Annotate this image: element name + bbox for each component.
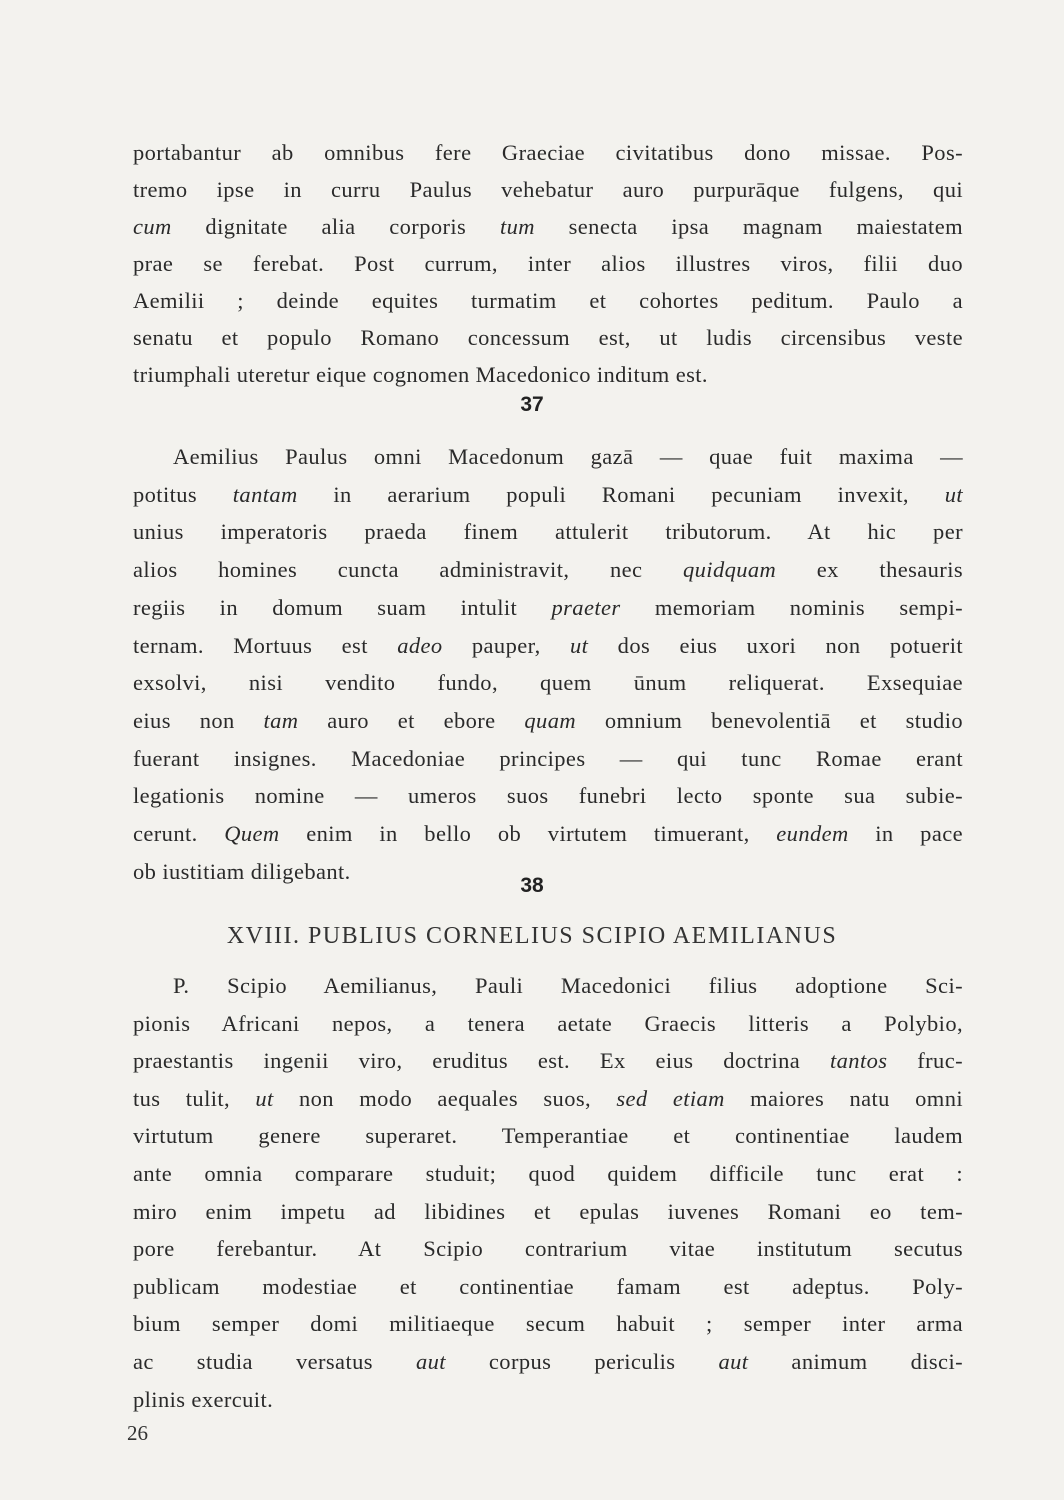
text-run: memoriam nominis sempi- [620, 594, 964, 620]
text-run: ob iustitiam diligebant. [133, 858, 351, 884]
text-line [133, 591, 963, 625]
text-run: maiores natu omni [724, 1085, 963, 1111]
text-run: regiis in domum suam intulit [133, 594, 552, 620]
italic-word: ut [255, 1085, 274, 1111]
text-line [173, 969, 963, 1003]
text-run: pionis Africani nepos, a tenera aetate Graecis litteris a Polybio, [133, 1010, 963, 1036]
italic-word: tum [499, 214, 535, 239]
text-run: eius non [133, 707, 264, 733]
text-run: in aerarium populi Romani pecuniam invexit, [297, 481, 945, 507]
italic-word: tantam [232, 481, 298, 507]
italic-word: ut [944, 481, 963, 507]
text-line [133, 247, 963, 281]
text-line [133, 1007, 963, 1041]
text-run: bium semper domi militiaeque secum habuit ; semper inter arma [133, 1311, 963, 1337]
text-line [133, 321, 963, 355]
text-line [133, 629, 963, 663]
text-run: ante omnia comparare studuit; quod quidem difficile tunc erat : [133, 1161, 963, 1186]
italic-word: tantos [830, 1048, 888, 1074]
section-number-38: 38 [520, 874, 544, 897]
text-line [133, 358, 963, 392]
text-run: fuerant insignes. Macedoniae principes — qui tunc Romae erant [133, 745, 963, 771]
text-line [133, 779, 963, 813]
text-run: ternam. Mortuus est [133, 632, 398, 658]
text-line [133, 704, 963, 738]
text-run: omnium benevolentiā et studio [576, 707, 963, 733]
italic-word: cum [133, 214, 172, 239]
italic-word: quidquam [683, 557, 777, 583]
italic-word: quam [524, 707, 577, 733]
text-run: virtutum genere superaret. Temperantiae et continentiae laudem [133, 1123, 963, 1149]
text-line [133, 1345, 963, 1379]
text-line [133, 1082, 963, 1116]
text-line [173, 440, 963, 474]
text-line [133, 1232, 963, 1266]
text-run: fruc- [887, 1048, 963, 1074]
text-line [133, 1307, 963, 1341]
text-run: senatu et populo Romano concessum est, ut ludis circensibus veste [133, 325, 963, 350]
section-number-37: 37 [520, 393, 544, 416]
text-line [133, 515, 963, 549]
text-line [133, 210, 963, 244]
text-line [133, 136, 963, 170]
text-line [133, 1383, 963, 1417]
italic-word: tam [263, 707, 299, 733]
text-run: praestantis ingenii viro, eruditus est. Ex eius doctrina [133, 1048, 830, 1074]
text-run: publicam modestiae et continentiae famam est adeptus. Poly- [133, 1273, 963, 1299]
text-run: plinis exercuit. [133, 1386, 274, 1412]
text-run: auro et ebore [298, 707, 525, 733]
text-line [133, 1157, 963, 1191]
text-run: enim in bello ob virtutem timuerant, [279, 821, 777, 846]
text-line [133, 478, 963, 512]
text-line [133, 1119, 963, 1153]
text-run: P. Scipio Aemilianus, Pauli Macedonici filius adoptione Sci- [173, 973, 963, 998]
text-run: pauper, [442, 632, 570, 658]
text-run: triumphali uteretur eique cognomen Macedonico inditum est. [133, 362, 708, 387]
text-line [133, 817, 963, 851]
text-line [133, 1270, 963, 1304]
italic-word: ut [570, 632, 589, 658]
text-run: cerunt. [133, 821, 225, 846]
text-run: alios homines cuncta administravit, nec [133, 557, 683, 583]
text-run: ex thesauris [776, 557, 964, 583]
text-run: dignitate alia corporis [171, 214, 500, 239]
text-run: corpus periculis [445, 1349, 719, 1374]
chapter-title: XVIII. PUBLIUS CORNELIUS SCIPIO AEMILIANUS [226, 923, 838, 949]
italic-word: sed etiam [616, 1085, 725, 1111]
text-line [133, 553, 963, 587]
italic-word: eundem [776, 821, 849, 846]
italic-word: Quem [224, 821, 280, 846]
text-line [133, 1044, 963, 1078]
text-run: portabantur ab omnibus fere Graeciae civitatibus dono missae. Pos- [133, 140, 963, 165]
text-run: exsolvi, nisi vendito fundo, quem ūnum reliquerat. Exsequiae [133, 670, 963, 696]
text-run: animum disci- [748, 1349, 963, 1374]
text-line [133, 742, 963, 776]
text-run: tus tulit, [133, 1085, 256, 1111]
text-run: dos eius uxori non potuerit [588, 632, 963, 658]
text-line [133, 1195, 963, 1229]
text-line [133, 666, 963, 700]
text-run: potitus [133, 481, 233, 507]
text-run: tremo ipse in curru Paulus vehebatur auro purpurāque fulgens, qui [133, 177, 963, 202]
text-run: non modo aequales suos, [273, 1085, 617, 1111]
text-run: miro enim impetu ad libidines et epulas iuvenes Romani eo tem- [133, 1198, 963, 1224]
italic-word: aut [415, 1349, 446, 1374]
text-run: pore ferebantur. At Scipio contrarium vitae institutum secutus [133, 1236, 963, 1262]
text-run: Aemilii ; deinde equites turmatim et cohortes peditum. Paulo a [133, 288, 963, 313]
text-run: ac studia versatus [133, 1349, 416, 1374]
text-run: legationis nomine — umeros suos funebri lecto sponte sua subie- [133, 783, 963, 809]
text-run: unius imperatoris praeda finem attulerit tributorum. At hic per [133, 519, 963, 545]
text-run: in pace [848, 821, 963, 846]
italic-word: praeter [551, 594, 621, 620]
text-line [133, 173, 963, 207]
italic-word: aut [718, 1349, 749, 1374]
text-run: senecta ipsa magnam maiestatem [534, 214, 963, 239]
italic-word: adeo [397, 632, 443, 658]
text-run: prae se ferebat. Post currum, inter alios illustres viros, filii duo [133, 251, 963, 276]
text-line [133, 284, 963, 318]
text-run: Aemilius Paulus omni Macedonum gazā — quae fuit maxima — [173, 444, 963, 469]
page-number: 26 [127, 1421, 148, 1445]
